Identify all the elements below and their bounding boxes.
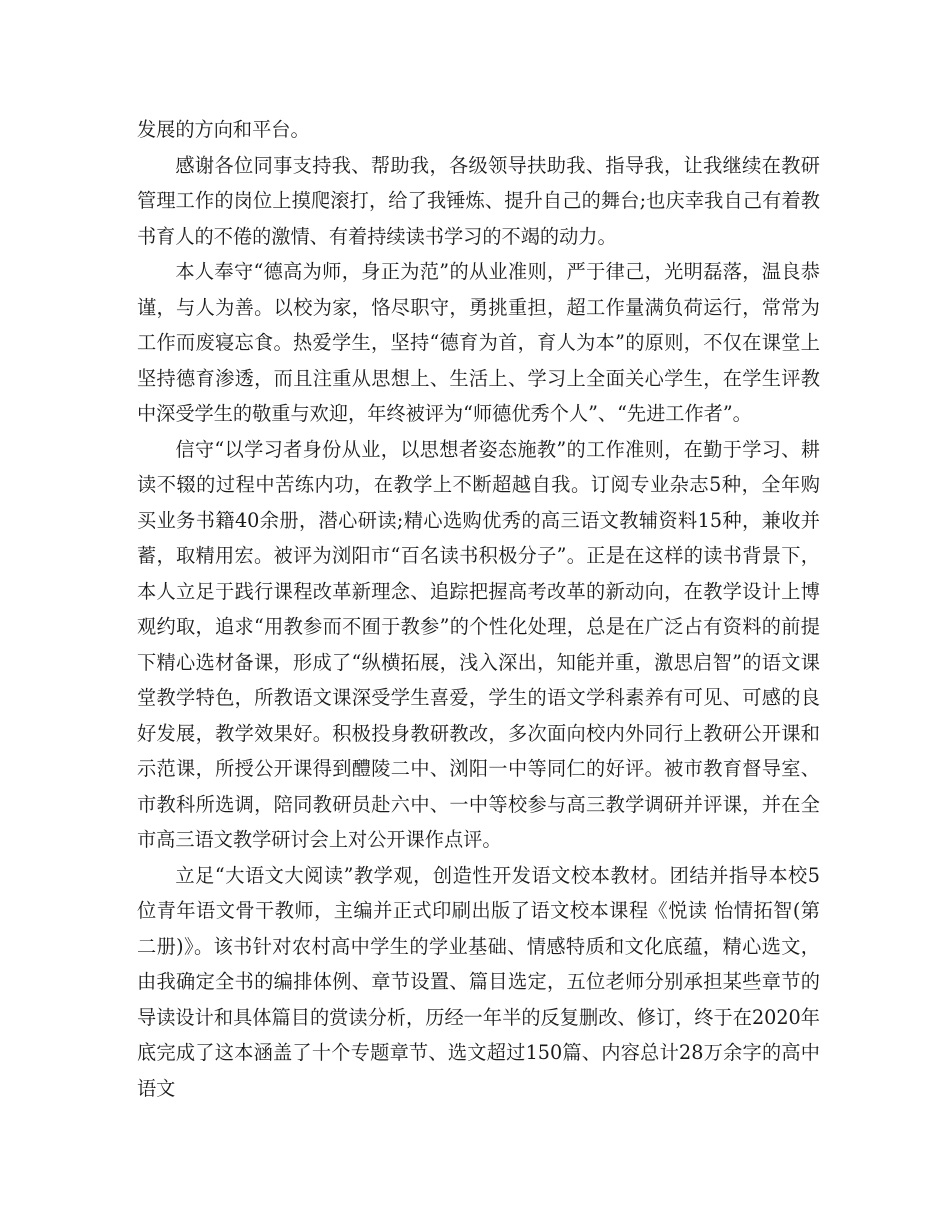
document-body: [137, 112, 820, 1106]
paragraph-continuation: 发展的方向和平台。: [137, 118, 310, 141]
paragraph-textbook: 立足“大语文大阅读”教学观，创造性开发语文校本教材。团结并指导本校5位青年语文骨干教师，主编并正式印刷出版了语文校本课程《悦读 怡情拓智(第二册)》。该书针对农村高中学生的学业基础、情感特质和文化底蕴，精心选文，由我确定全书的编排体例、章节设置、篇目选定，五位老师分别承担某些章节的导读设计和具体篇目的赏读分析，历经一年半的反复删改、修订，终于在2020年底完成了这本涵盖了十个专题章节、选文超过150篇、内容总计28万余字的高中语文: [137, 863, 820, 1100]
paragraph-thanks: 感谢各位同事支持我、帮助我，各级领导扶助我、指导我，让我继续在教研管理工作的岗位上摸爬滚打，给了我锤炼、提升自己的舞台;也庆幸我自己有着教书育人的不倦的激情、有着持续读书学习的不竭的动力。: [137, 153, 820, 248]
paragraph-study: 信守“以学习者身份从业，以思想者姿态施教”的工作准则，在勤于学习、耕读不辍的过程中苦练内功，在教学上不断超越自我。订阅专业杂志5种，全年购买业务书籍40余册，潜心研读;精心选购优秀的高三语文教辅资料15种，兼收并蓄，取精用宏。被评为浏阳市“百名读书积极分子”。正是在这样的读书背景下，本人立足于践行课程改革新理念、追踪把握高考改革的新动向，在教学设计上博观约取，追求“用教参而不囿于教参”的个性化处理，总是在广泛占有资料的前提下精心选材备课，形成了“纵横拓展，浅入深出，知能并重，激思启智”的语文课堂教学特色，所教语文课深受学生喜爱，学生的语文学科素养有可见、可感的良好发展，教学效果好。积极投身教研教改，多次面向校内外同行上教研公开课和示范课，所授公开课得到醴陵二中、浏阳一中等同仁的好评。被市教育督导室、市教科所选调，陪同教研员赴六中、一中等校参与高三教学调研并评课，并在全市高三语文教学研讨会上对公开课作点评。: [137, 437, 820, 851]
paragraph-ethics: 本人奉守“德高为师，身正为范”的从业准则，严于律己，光明磊落，温良恭谨，与人为善。以校为家，恪尽职守，勇挑重担，超工作量满负荷运行，常常为工作而废寝忘食。热爱学生，坚持“德育为首，育人为本”的原则，不仅在课堂上坚持德育渗透，而且注重从思想上、生活上、学习上全面关心学生，在学生评教中深受学生的敬重与欢迎，年终被评为“师德优秀个人”、“先进工作者”。: [137, 260, 820, 425]
